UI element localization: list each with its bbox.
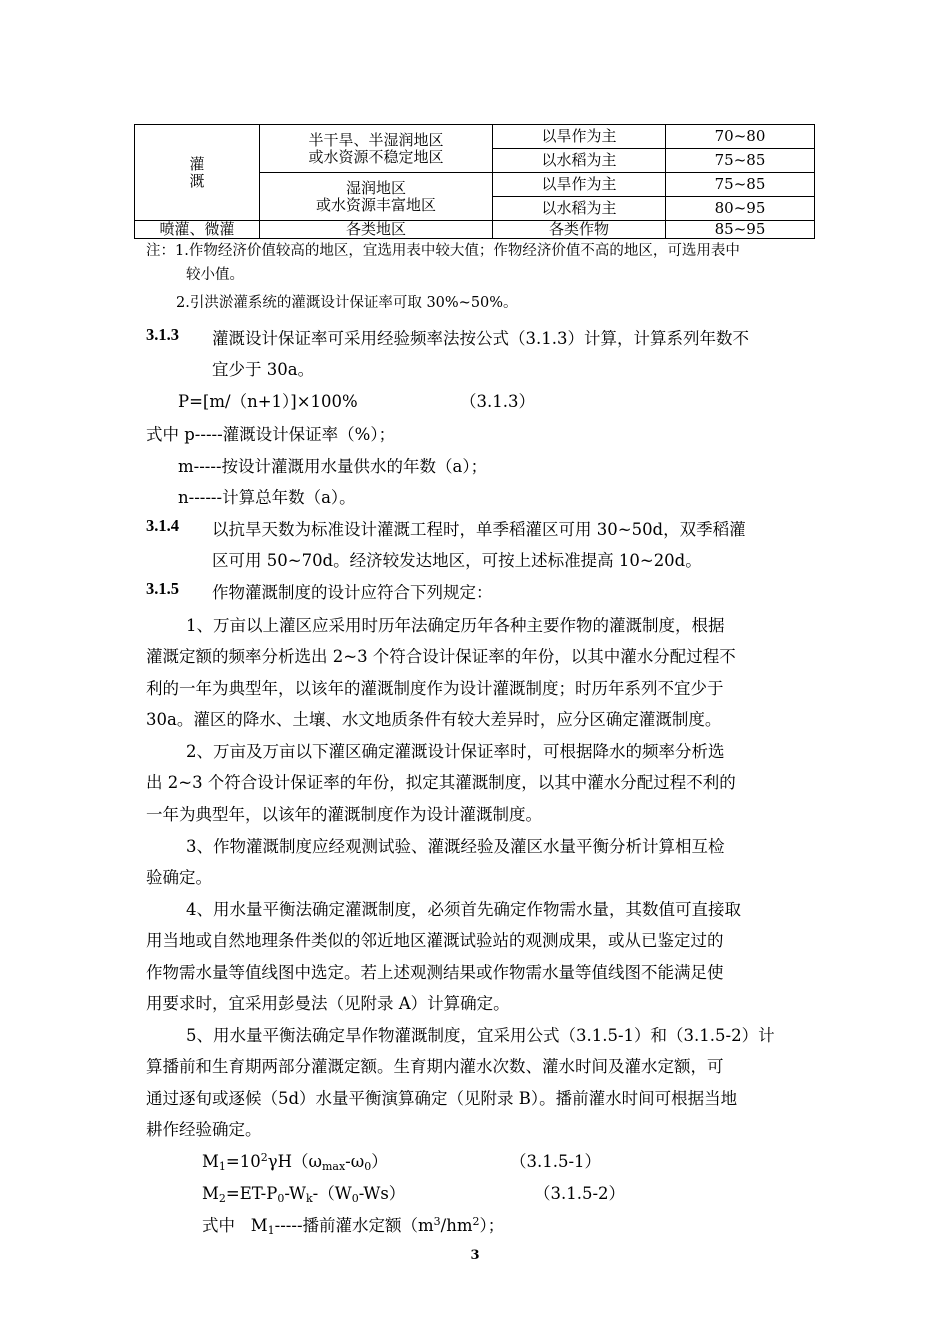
paragraph-line: 5、用水量平衡法确定旱作物灌溉制度，宜采用公式（3.1.5-1）和（3.1.5-2）计 xyxy=(186,1026,775,1045)
table-note-1: 注：1.作物经济价值较高的地区，宜选用表中较大值；作物经济价值不高的地区，可选用表中 xyxy=(146,243,740,259)
sprinkler-category-cell: 喷灌、微灌 xyxy=(135,221,260,239)
region-line: 或水资源丰富地区 xyxy=(315,195,436,214)
paragraph-line: 一年为典型年，以该年的灌溉制度作为设计灌溉制度。 xyxy=(146,805,542,824)
value-cell: 70~80 xyxy=(666,125,815,149)
paragraph-line: 通过逐旬或逐候（5d）水量平衡演算确定（见附录 B）。播前灌水时间可根据当地 xyxy=(146,1089,738,1108)
clause-3-1-4-text: 以抗旱天数为标准设计灌溉工程时，单季稻灌区可用 30~50d，双季稻灌 xyxy=(212,520,746,539)
formula-3-1-5-2: $M_2=ET-P_0-W_k-(W_0-Ws)$ xyxy=(202,1184,406,1205)
variable-definition: 式中 p-----灌溉设计保证率（%）； xyxy=(146,425,396,444)
crop-cell: 各类作物 xyxy=(493,221,666,239)
region-cell: 各类地区 xyxy=(260,221,493,239)
value-cell: 80~95 xyxy=(666,197,815,221)
clause-3-1-4-text: 区可用 50~70d。经济较发达地区，可按上述标准提高 10~20d。 xyxy=(212,551,702,570)
paragraph-line: 灌溉定额的频率分析选出 2~3 个符合设计保证率的年份，以其中灌水分配过程不 xyxy=(146,647,736,666)
paragraph-line: 2、万亩及万亩以下灌区确定灌溉设计保证率时，可根据降水的频率分析选 xyxy=(186,742,725,761)
variable-definition-m1: 式中 $M_1-----$播前灌水定额$(m^3/hm^2)$； xyxy=(202,1215,505,1237)
irrigation-category-cell xyxy=(135,125,260,221)
clause-3-1-5-title: 作物灌溉制度的设计应符合下列规定： xyxy=(212,583,493,602)
paragraph-line: 用要求时，宜采用彭曼法（见附录 A）计算确定。 xyxy=(146,994,510,1013)
table-note-1-cont: 较小值。 xyxy=(186,267,244,283)
paragraph-line: 30a。灌区的降水、土壤、水文地质条件有较大差异时，应分区确定灌溉制度。 xyxy=(146,710,722,729)
paragraph-line: 1、万亩以上灌区应采用时历年法确定历年各种主要作物的灌溉制度，根据 xyxy=(186,616,725,635)
crop-cell: 以水稻为主 xyxy=(493,197,666,221)
region-semi-arid-cell xyxy=(260,125,493,173)
value-cell: 75~85 xyxy=(666,173,815,197)
formula-3-1-5-1: $M_1=10^2\gamma H(\omega_{max}-\omega_0)$ xyxy=(202,1151,388,1173)
region-line: 或水资源不稳定地区 xyxy=(308,147,444,166)
guarantee-rate-table xyxy=(134,124,815,239)
category-char-2: 溉 xyxy=(189,171,205,190)
formula-number: （3.1.3） xyxy=(460,392,535,411)
paragraph-line: 作物需水量等值线图中选定。若上述观测结果或作物需水量等值线图不能满足使 xyxy=(146,963,724,982)
variable-definition: n------计算总年数（a）。 xyxy=(178,488,356,507)
crop-cell: 以旱作为主 xyxy=(493,125,666,149)
paragraph-line: 算播前和生育期两部分灌溉定额。生育期内灌水次数、灌水时间及灌水定额，可 xyxy=(146,1057,724,1076)
clause-3-1-3-text: 灌溉设计保证率可采用经验频率法按公式（3.1.3）计算，计算系列年数不 xyxy=(212,329,749,348)
paragraph-line: 耕作经验确定。 xyxy=(146,1120,262,1139)
region-humid-cell xyxy=(260,173,493,221)
category-char-1: 灌 xyxy=(189,154,205,173)
formula-number: （3.1.5-2） xyxy=(534,1184,626,1203)
table-note-2: 2.引洪淤灌系统的灌溉设计保证率可取 30%~50%。 xyxy=(176,295,518,311)
value-cell: 75~85 xyxy=(666,149,815,173)
formula-3-1-3: P=[m/（n+1）]×100% xyxy=(178,392,358,411)
paragraph-line: 4、用水量平衡法确定灌溉制度，必须首先确定作物需水量，其数值可直接取 xyxy=(186,900,741,919)
clause-number-3-1-4: 3.1.4 xyxy=(146,516,179,535)
region-line: 湿润地区 xyxy=(345,178,406,197)
clause-3-1-3-text: 宜少于 30a。 xyxy=(212,360,315,379)
paragraph-line: 出 2~3 个符合设计保证率的年份，拟定其灌溉制度，以其中灌水分配过程不利的 xyxy=(146,773,736,792)
region-line: 半干旱、半湿润地区 xyxy=(308,130,444,149)
page-number: 3 xyxy=(470,1248,480,1263)
paragraph-line: 验确定。 xyxy=(146,868,212,887)
paragraph-line: 用当地或自然地理条件类似的邻近地区灌溉试验站的观测成果，或从已鉴定过的 xyxy=(146,931,724,950)
paragraph-line: 3、作物灌溉制度应经观测试验、灌溉经验及灌区水量平衡分析计算相互检 xyxy=(186,837,725,856)
clause-number-3-1-3: 3.1.3 xyxy=(146,325,179,344)
value-cell: 85~95 xyxy=(666,221,815,239)
clause-number-3-1-5: 3.1.5 xyxy=(146,579,179,598)
crop-cell: 以旱作为主 xyxy=(493,173,666,197)
variable-definition: m-----按设计灌溉用水量供水的年数（a）； xyxy=(178,457,488,476)
crop-cell: 以水稻为主 xyxy=(493,149,666,173)
paragraph-line: 利的一年为典型年，以该年的灌溉制度作为设计灌溉制度；时历年系列不宜少于 xyxy=(146,679,724,698)
formula-number: （3.1.5-1） xyxy=(510,1152,602,1171)
